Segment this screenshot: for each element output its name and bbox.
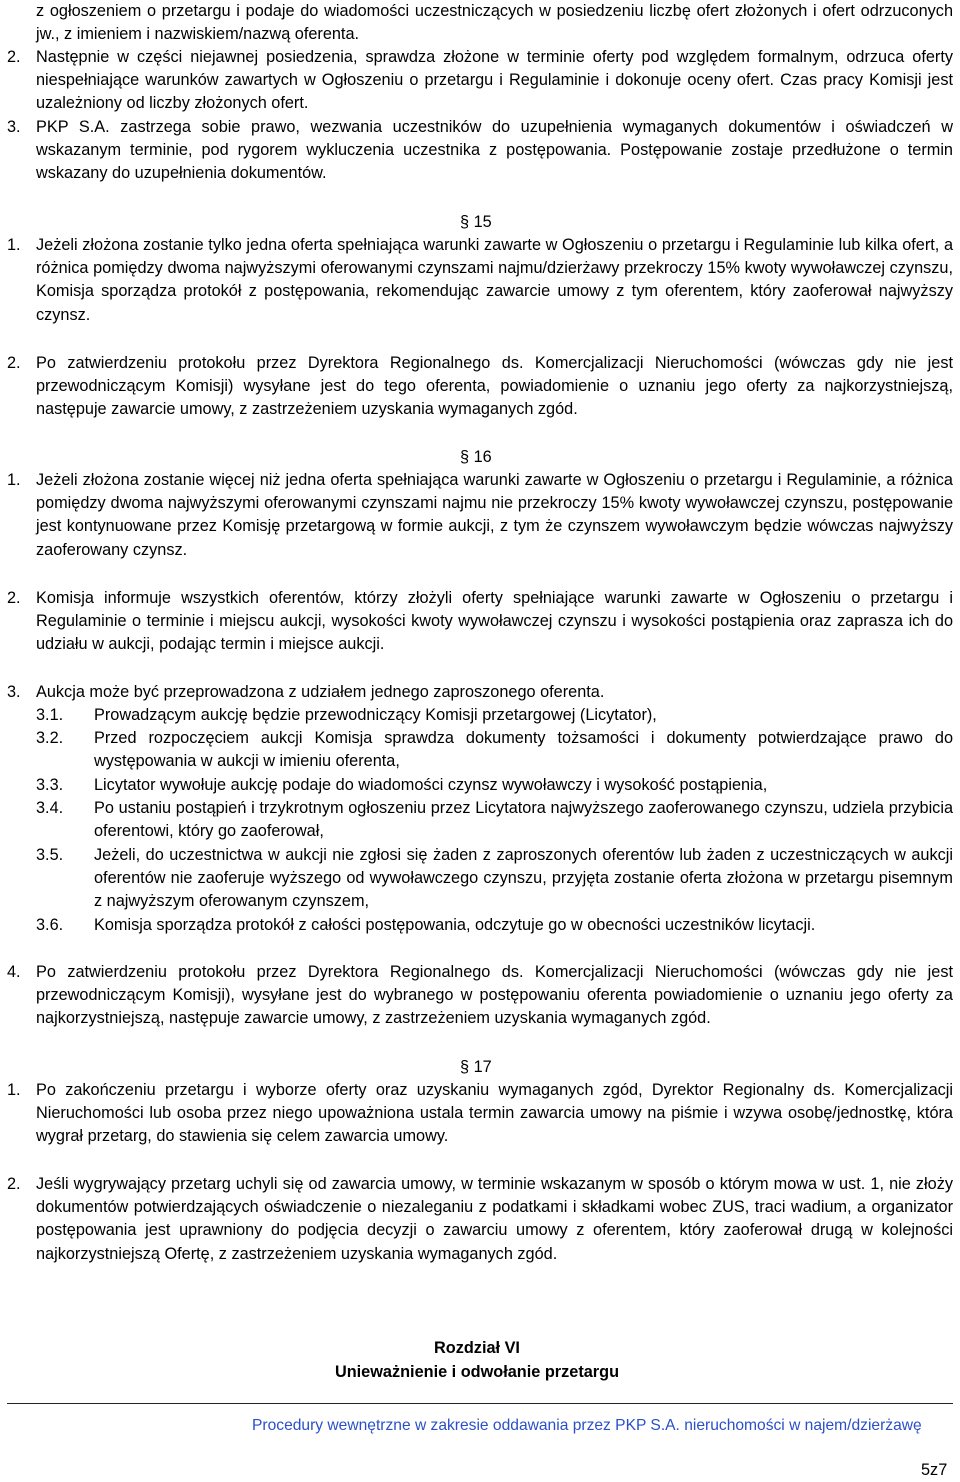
item-number: 4.	[7, 963, 21, 981]
item-text: Następnie w części niejawnej posiedzenia, sprawdza złożone w terminie oferty pod względem formalnym, odrzuca oferty niespełniające warunków zawartych w Ogłoszeniu o przetargu i Regulaminie i dokonuje oceny ofert. Czas pracy Komisji jest uzależniony od liczby złożonych ofert.	[36, 48, 953, 113]
item-text: Przed rozpoczęciem aukcji Komisja sprawdza dokumenty tożsamości i dokumenty potwierdzające prawo do występowania w aukcji w imieniu oferenta,	[94, 729, 953, 771]
sub-list-item	[36, 727, 953, 773]
item-text: Aukcja może być przeprowadzona z udziałem jednego zaproszonego oferenta.	[36, 683, 605, 701]
item-text: PKP S.A. zastrzega sobie prawo, wezwania uczestników do uzupełnienia wymaganych dokumentów i oświadczeń w wskazanym terminie, pod rygorem wykluczenia uczestnika z postępowania. Postępowanie zostaje przedłużone o termin wskazany do uzupełnienia dokumentów.	[36, 118, 953, 183]
item-number: 3.3.	[36, 776, 64, 794]
item-number: 2.	[7, 1175, 21, 1193]
item-text: Prowadzącym aukcję będzie przewodniczący Komisji przetargowej (Licytator),	[94, 706, 657, 724]
list-item	[7, 234, 953, 327]
list-item	[7, 681, 953, 704]
list-item	[7, 46, 953, 116]
footer-text: Procedury wewnętrzne w zakresie oddawania przez PKP S.A. nieruchomości w najem/dzierżawę	[252, 1417, 922, 1434]
list-item	[7, 587, 953, 657]
item-number: 2.	[7, 354, 21, 372]
sub-list-item	[36, 844, 953, 914]
item-number: 3.2.	[36, 729, 64, 747]
sub-list-item	[36, 704, 953, 727]
item-text: Komisja sporządza protokół z całości postępowania, odczytuje go w obecności uczestników licytacji.	[94, 916, 816, 934]
item-number: 3.5.	[36, 846, 64, 864]
item-number: 3.4.	[36, 799, 64, 817]
item-text: Jeżeli złożona zostanie więcej niż jedna oferta spełniająca warunki zawarte w Ogłoszeniu o przetargu i Regulaminie, a różnica pomiędzy dwoma najwyższymi oferowanymi czynszami najmu nie przekroczy 15% kwoty wywoławczej czynszu, postępowanie jest kontynuowane przez Komisję przetargową w formie aukcji, z tym że czynszem wywoławczym będzie wówczas najwyższy zaoferowany czynsz.	[36, 471, 953, 559]
list-item	[7, 961, 953, 1031]
item-number: 2.	[7, 48, 21, 66]
item-number: 1.	[7, 471, 21, 489]
item-text: Licytator wywołuje aukcję podaje do wiadomości czynsz wywoławczy i wysokość postąpienia,	[94, 776, 768, 794]
paragraph-text: z ogłoszeniem o przetargu i podaje do wiadomości uczestniczących w posiedzeniu liczbę ofert złożonych i ofert odrzuconych jw., z imieniem i nazwiskiem/nazwą oferenta.	[36, 2, 953, 44]
item-number: 1.	[7, 236, 21, 254]
item-number: 3.1.	[36, 706, 64, 724]
item-text: Jeżeli, do uczestnictwa w aukcji nie zgłosi się żaden z zaproszonych oferentów lub żaden z uczestniczących w aukcji oferentów nie zaoferuje wyższego od wywoławczego czynszu, przyjęta zostanie oferta złożona w przetargu pisemnym z najwyższym oferowanym czynszem,	[94, 846, 953, 911]
section-heading-16: § 16	[460, 448, 492, 466]
page-number: 5z7	[921, 1461, 948, 1479]
item-number: 1.	[7, 1081, 21, 1099]
chapter-label: Rozdział VI	[434, 1339, 520, 1357]
item-text: Po zakończeniu przetargu i wyborze oferty oraz uzyskaniu wymaganych zgód, Dyrektor Regionalny ds. Komercjalizacji Nieruchomości lub osoba przez niego upoważniona ustala termin zawarcia umowy na piśmie i wzywa osobę/jednostkę, która wygrał przetarg, do stawienia się celem zawarcia umowy.	[36, 1081, 953, 1146]
section-heading-17: § 17	[460, 1058, 492, 1076]
item-number: 3.	[7, 118, 21, 136]
chapter-title: Unieważnienie i odwołanie przetargu	[334, 1363, 620, 1381]
item-text: Po ustaniu postąpień i trzykrotnym ogłoszeniu przez Licytatora najwyższego zaoferowanego czynszu, udziela przybicia oferentowi, który go zaoferował,	[94, 799, 953, 841]
item-number: 3.6.	[36, 916, 64, 934]
section-heading-15: § 15	[460, 213, 492, 231]
continued-paragraph	[7, 0, 953, 46]
item-text: Jeśli wygrywający przetarg uchyli się od zawarcia umowy, w terminie wskazanym w sposób o którym mowa w ust. 1, nie złoży dokumentów potwierdzających oświadczenie o niezaleganiu z podatkami i składkami wobec ZUS, traci wadium, a organizator postępowania jest uprawniony do podjęcia decyzji o zawarciu umowy z oferentem, który zaoferował drugą w kolejności najkorzystniejszą Ofertę, z zastrzeżeniem uzyskania wymaganych zgód.	[36, 1175, 953, 1263]
list-item	[7, 352, 953, 422]
item-number: 2.	[7, 589, 21, 607]
item-text: Po zatwierdzeniu protokołu przez Dyrektora Regionalnego ds. Komercjalizacji Nieruchomości (wówczas gdy nie jest przewodniczącym Komisji), wysyłane jest do wybranego w postępowaniu oferenta powiadomienie o uznaniu jego oferty za najkorzystniejszą, następuje zawarcie umowy, z zastrzeżeniem uzyskania wymaganych zgód.	[36, 963, 953, 1028]
list-item	[7, 469, 953, 562]
footer-divider	[7, 1403, 953, 1404]
item-text: Jeżeli złożona zostanie tylko jedna oferta spełniająca warunki zawarte w Ogłoszeniu o przetargu i Regulaminie lub kilka ofert, a różnica pomiędzy dwoma najwyższymi oferowanymi czynszami najmu/dzierżawy przekroczy 15% kwoty wywoławczej czynszu, Komisja sporządza protokół z postępowania, rekomendując zawarcie umowy z tym oferentem, który zaoferował najwyższy czynsz.	[36, 236, 953, 324]
list-item	[7, 1173, 953, 1266]
item-text: Komisja informuje wszystkich oferentów, którzy złożyli oferty spełniające warunki zawarte w Ogłoszeniu o przetargu i Regulaminie o terminie i miejscu aukcji, wysokości kwoty wywoławczej czynszu i wysokości postąpienia oraz zaprasza ich do udziału w aukcji, podając termin i miejsce aukcji.	[36, 589, 953, 654]
item-number: 3.	[7, 683, 21, 701]
item-text: Po zatwierdzeniu protokołu przez Dyrektora Regionalnego ds. Komercjalizacji Nieruchomości (wówczas gdy nie jest przewodniczącym Komisji) wysyłane jest do tego oferenta, powiadomienie o uznaniu jego oferty za najkorzystniejszą, następuje zawarcie umowy, z zastrzeżeniem uzyskania wymaganych zgód.	[36, 354, 953, 419]
list-item	[7, 1079, 953, 1149]
sub-list-item	[36, 797, 953, 843]
list-item	[7, 116, 953, 186]
sub-list-item	[36, 914, 953, 937]
sub-list-item	[36, 774, 953, 797]
